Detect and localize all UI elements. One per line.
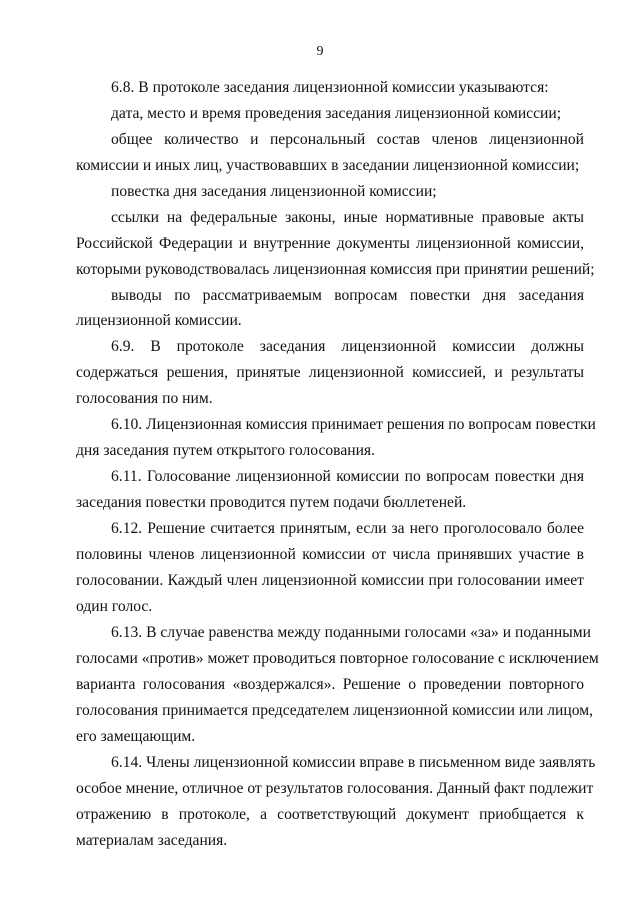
text-line: особое мнение, отличное от результатов голосования. Данный факт подлежит [76,780,594,797]
text-line: лицензионной комиссии. [76,312,242,329]
text-line: его замещающим. [76,728,196,745]
text-line: 6.13. В случае равенства между поданными голосами «за» и поданными [111,624,591,641]
text-line: половины членов лицензионной комиссии от числа принявших участие в [76,546,584,563]
text-line: ссылки на федеральные законы, иные нормативные правовые акты [111,209,584,226]
text-line: Российской Федерации и внутренние документы лицензионной комиссии, [76,235,584,252]
text-line: дата, место и время проведения заседания лицензионной комиссии; [111,105,562,122]
text-line: дня заседания путем открытого голосования. [76,442,376,459]
text-line: которыми руководствовалась лицензионная комиссия при принятии решений; [76,261,595,278]
text-line: повестка дня заседания лицензионной комиссии; [111,183,437,200]
text-line: выводы по рассматриваемым вопросам повестки дня заседания [111,287,584,304]
text-line: голосования по ним. [76,390,213,407]
text-line: варианта голосования «воздержался». Решение о проведении повторного [76,676,584,693]
text-line: отражению в протоколе, а соответствующий документ приобщается к [76,806,584,823]
text-line: общее количество и персональный состав членов лицензионной [111,131,584,148]
text-line: заседания повестки проводится путем подачи бюллетеней. [76,494,467,511]
text-line: материалам заседания. [76,832,228,849]
text-line: голосования принимается председателем лицензионной комиссии или лицом, [76,702,593,719]
text-line: 6.10. Лицензионная комиссия принимает решения по вопросам повестки [111,416,596,433]
text-line: содержаться решения, принятые лицензионной комиссией, и результаты [76,364,584,381]
text-line: комиссии и иных лиц, участвовавших в заседании лицензионной комиссии; [76,157,580,174]
page-number: 9 [316,44,324,59]
text-line: 6.8. В протоколе заседания лицензионной комиссии указываются: [111,79,549,96]
text-line: 6.9. В протоколе заседания лицензионной комиссии должны [111,338,584,355]
text-line: один голос. [76,598,153,615]
text-line: голосами «против» может проводиться повторное голосование с исключением [76,650,599,667]
text-line: 6.11. Голосование лицензионной комиссии по вопросам повестки дня [111,468,584,485]
text-line: голосовании. Каждый член лицензионной комиссии при голосовании имеет [76,572,584,589]
text-line: 6.12. Решение считается принятым, если за него проголосовало более [111,520,584,537]
text-line: 6.14. Члены лицензионной комиссии вправе в письменном виде заявлять [111,754,596,771]
